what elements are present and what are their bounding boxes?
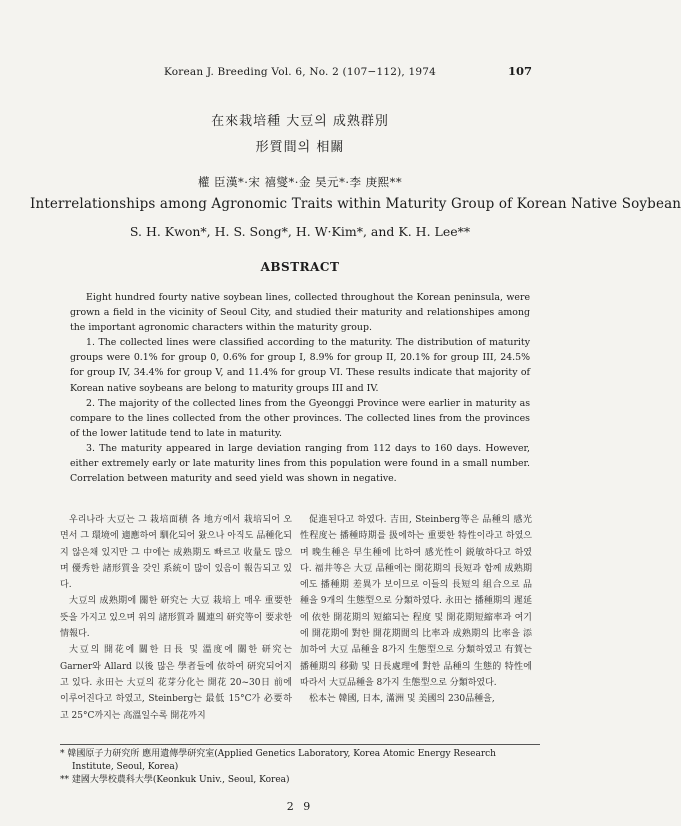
folio-number: 2 9: [286, 800, 314, 813]
footnote-affiliation-1: * 韓國原子力研究所 應用遺傳學研究室(Applied Genetics Laboratory, Korea Atomic Energy Research: [60, 749, 496, 759]
korean-authors: 權 臣漢*·宋 禧燮*·金 昊元*·李 庚熙**: [197, 175, 403, 189]
abstract-paragraph: 2. The majority of the collected lines from the Gyeonggi Province were earlier in maturity as compare to the lines collected from the other provinces. The collected lines from the provinces of the lower latitude tend to late in maturity.: [70, 397, 530, 439]
korean-title-line1: 在來栽培種 大豆의 成熟群別: [211, 114, 389, 129]
abstract-body: [70, 290, 530, 486]
english-authors: S. H. Kwon*, H. S. Song*, H. W·Kim*, and K. H. Lee**: [129, 224, 471, 239]
body-paragraph: 促進된다고 하였다. 吉田, Steinberg等은 品種의 感光性程度는 播種時期를 扱에하는 重要한 特性이라고 하였으며 晚生種은 早生種에 比하여 感光性이 鋭敏하다고 하였다. 福井等은 大豆 品種에는 開花期의 長短과 함께 成熟期에도 播種期 差異가 보이므로 이들의 長短의 組合으로 品種을 9개의 生態型으로 分類하였다. 永田는 播種期의 遲延에 依한 開花期의 短縮되는 程度 및 開花期短縮率과 여기에 開花期에 對한 開花期間의 比率과 成熟期의 比率을 添加하여 大豆 品種을 8가지 生態型으로 分類하였고 有賀는 播種期의 移動 및 日長處理에 對한 品種의 生態的 特性에 따라서 大豆品種을 8가지 生態型으로 分類하였다.: [300, 515, 532, 688]
english-title: Interrelationships among Agronomic Traits within Maturity Group of Korean Native Soybean: [30, 196, 681, 212]
body-left-column: [60, 512, 292, 724]
abstract-heading: ABSTRACT: [260, 260, 340, 274]
body-paragraph: 우리나라 大豆는 그 栽培面積 各 地方에서 栽培되어 오면서 그 環境에 適應하여 馴化되어 왔으나 아직도 品種化되지 않은채 있지만 그 中에는 成熟期도 빠르고 收量도 많으며 優秀한 諸形質을 갖인 系統이 많이 있음이 報告되고 있다.: [60, 515, 292, 591]
abstract-paragraph: 3. The maturity appeared in large deviation ranging from 112 days to 160 days. However, either extremely early or late maturity lines from this population were found in a small number. Correlation between maturity and seed yield was shown in negative.: [70, 442, 530, 485]
running-head: Korean J. Breeding Vol. 6, No. 2 (107−112), 1974: [163, 66, 437, 78]
abstract-paragraph: Eight hundred fourty native soybean lines, collected throughout the Korean peninsula, were grown a field in the vicinity of Seoul City, and studied their maturity and relationshipes among the important agronomic characters within the maturity group.: [70, 292, 530, 334]
footnotes: [60, 748, 540, 787]
abstract-paragraph: 1. The collected lines were classified according to the maturity. The distribution of maturity groups were 0.1% for group 0, 0.6% for group I, 8.9% for group II, 20.1% for group III, 24.5% for group IV, 34.4% for group V, and 11.4% for group VI. These results indicate that majority of Korean native soybeans are belong to maturity groups III and IV.: [70, 337, 530, 394]
page-number: 107: [507, 64, 532, 78]
body-right-column: [300, 512, 532, 708]
footnote-affiliation-2: ** 建國大學校農科大學(Keonkuk Univ., Seoul, Korea): [60, 775, 290, 785]
footnote-affiliation-1-cont: Institute, Seoul, Korea): [72, 762, 179, 772]
body-paragraph: 松本는 韓國, 日本, 滿洲 및 美國의 230品種을,: [309, 694, 495, 705]
korean-title-line2: 形質間의 相關: [255, 140, 345, 155]
body-paragraph: 大豆의 成熟期에 關한 研究는 大豆 栽培上 매우 重要한 뜻을 가지고 있으며 위의 諸形質과 關連의 研究等이 要求한 情報다.: [60, 596, 292, 640]
footnote-divider: [60, 744, 540, 745]
body-paragraph: 大豆의 開花에 關한 日長 및 溫度에 關한 研究는 Garner와 Allard 以後 많은 學者들에 依하여 研究되어지고 있다. 永田는 大豆의 花芽分化는 開花 20~30日 前에 이루어진다고 하였고, Steinberg는 最低 15°C가 必要하고 25°C까지는 高溫일수록 開花까지: [60, 645, 292, 721]
